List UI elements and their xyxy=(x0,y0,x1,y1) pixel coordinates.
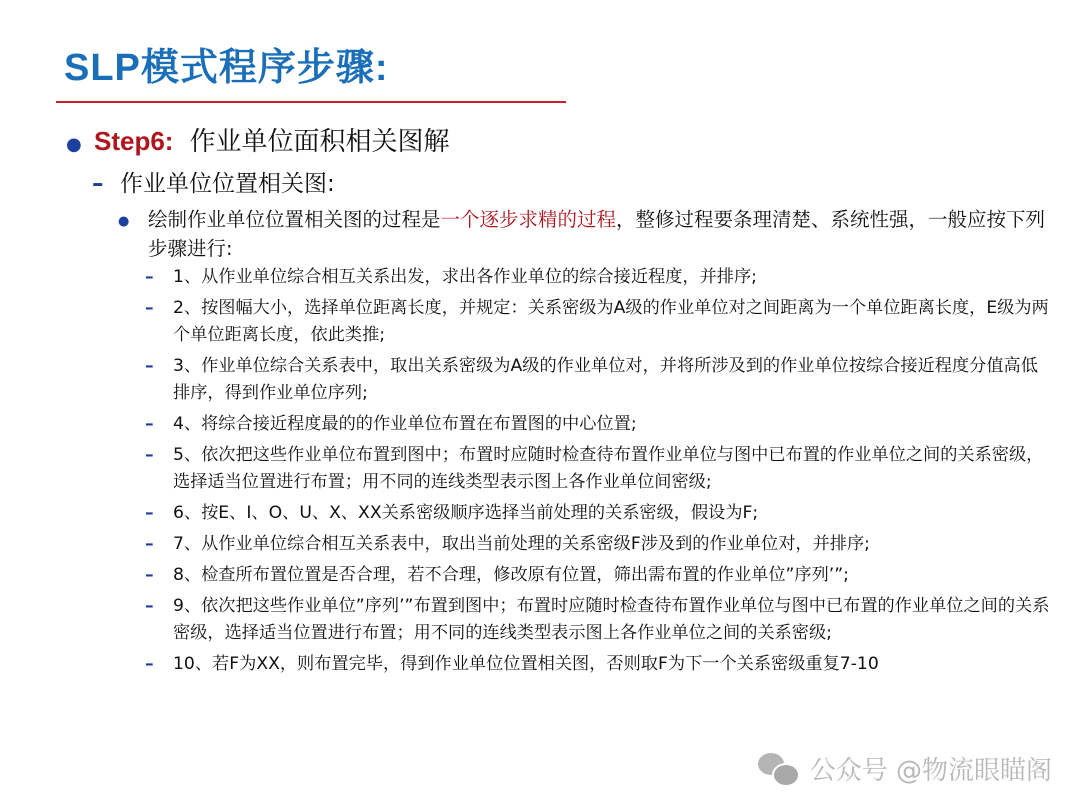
bullet-icon: ● xyxy=(118,214,130,229)
list-item xyxy=(145,531,1050,558)
dash-bullet-icon: – xyxy=(145,298,154,318)
step6-heading xyxy=(66,124,449,162)
dash-bullet-icon: – xyxy=(145,356,154,376)
list-item xyxy=(145,442,1050,496)
dash-bullet-icon: – xyxy=(145,534,154,554)
step-text: 2、按图幅大小，选择单位距离长度，并规定：关系密级为A级的作业单位对之间距离为一个单位距离长度，E级为两个单位距离长度，依此类推; xyxy=(173,298,1049,345)
list-item xyxy=(145,353,1050,407)
dash-bullet-icon: – xyxy=(145,596,154,616)
dash-bullet-icon: – xyxy=(92,171,104,197)
intro-before: 绘制作业单位位置相关图的过程是 xyxy=(148,208,441,231)
step-label: Step6: xyxy=(94,126,174,156)
dash-bullet-icon: – xyxy=(145,503,154,523)
step-text: 1、从作业单位综合相互关系出发，求出各作业单位的综合接近程度，并排序; xyxy=(173,267,757,287)
step-text: 4、将综合接近程度最的的作业单位布置在布置图的中心位置; xyxy=(173,414,637,434)
process-intro-text xyxy=(148,205,1048,263)
wechat-icon xyxy=(758,753,798,785)
step-text: 3、作业单位综合关系表中，取出关系密级为A级的作业单位对，并将所涉及到的作业单位按综合接近程度分值高低排序，得到作业单位序列; xyxy=(173,356,1038,403)
intro-after: ，整修过程要条理清楚、系统性强，一般应按下列步骤进行: xyxy=(148,208,1046,260)
step-text: 9、依次把这些作业单位”序列’”布置到图中；布置时应随时检查待布置作业单位与图中已布置的作业单位之间的关系密级，选择适当位置进行布置；用不同的连线类型表示图上各作业单位之间的关系密级; xyxy=(173,596,1050,643)
list-item xyxy=(145,651,1050,678)
bullet-icon: ● xyxy=(66,134,82,155)
list-item xyxy=(145,593,1050,647)
dash-bullet-icon: – xyxy=(145,267,154,287)
step-text: 8、检查所布置位置是否合理，若不合理，修改原有位置，筛出需布置的作业单位”序列’”; xyxy=(173,565,849,585)
dash-bullet-icon: – xyxy=(145,565,154,585)
list-item xyxy=(145,500,1050,527)
subheading-text: 作业单位位置相关图: xyxy=(120,171,335,197)
step-text: 7、从作业单位综合相互关系表中，取出当前处理的关系密级F涉及到的作业单位对，并排序; xyxy=(173,534,870,554)
step-text: 5、依次把这些作业单位布置到图中；布置时应随时检查待布置作业单位与图中已布置的作业单位之间的关系密级，选择适当位置进行布置；用不同的连线类型表示图上各作业单位间密级; xyxy=(173,445,1044,492)
intro-highlight: 一个逐步求精的过程 xyxy=(440,208,617,231)
list-item xyxy=(145,562,1050,589)
list-item xyxy=(145,264,1050,291)
dash-bullet-icon: – xyxy=(145,414,154,434)
watermark-text: 公众号 @物流眼瞄阁 xyxy=(809,756,1052,786)
step-title: 作业单位面积相关图解 xyxy=(189,127,450,157)
step-text: 10、若F为XX，则布置完毕，得到作业单位位置相关图，否则取F为下一个关系密级重复7-10 xyxy=(173,654,879,674)
dash-bullet-icon: – xyxy=(145,654,154,674)
step-list xyxy=(145,264,1050,682)
process-intro xyxy=(118,205,1048,263)
watermark xyxy=(758,750,1052,787)
title-underline xyxy=(56,101,566,103)
dash-bullet-icon: – xyxy=(145,445,154,465)
slide-title: SLP模式程序步骤: xyxy=(64,47,389,89)
subheading xyxy=(92,168,335,200)
list-item xyxy=(145,411,1050,438)
list-item xyxy=(145,295,1050,349)
step-text: 6、按E、I、O、U、X、XX关系密级顺序选择当前处理的关系密级，假设为F; xyxy=(173,503,759,523)
